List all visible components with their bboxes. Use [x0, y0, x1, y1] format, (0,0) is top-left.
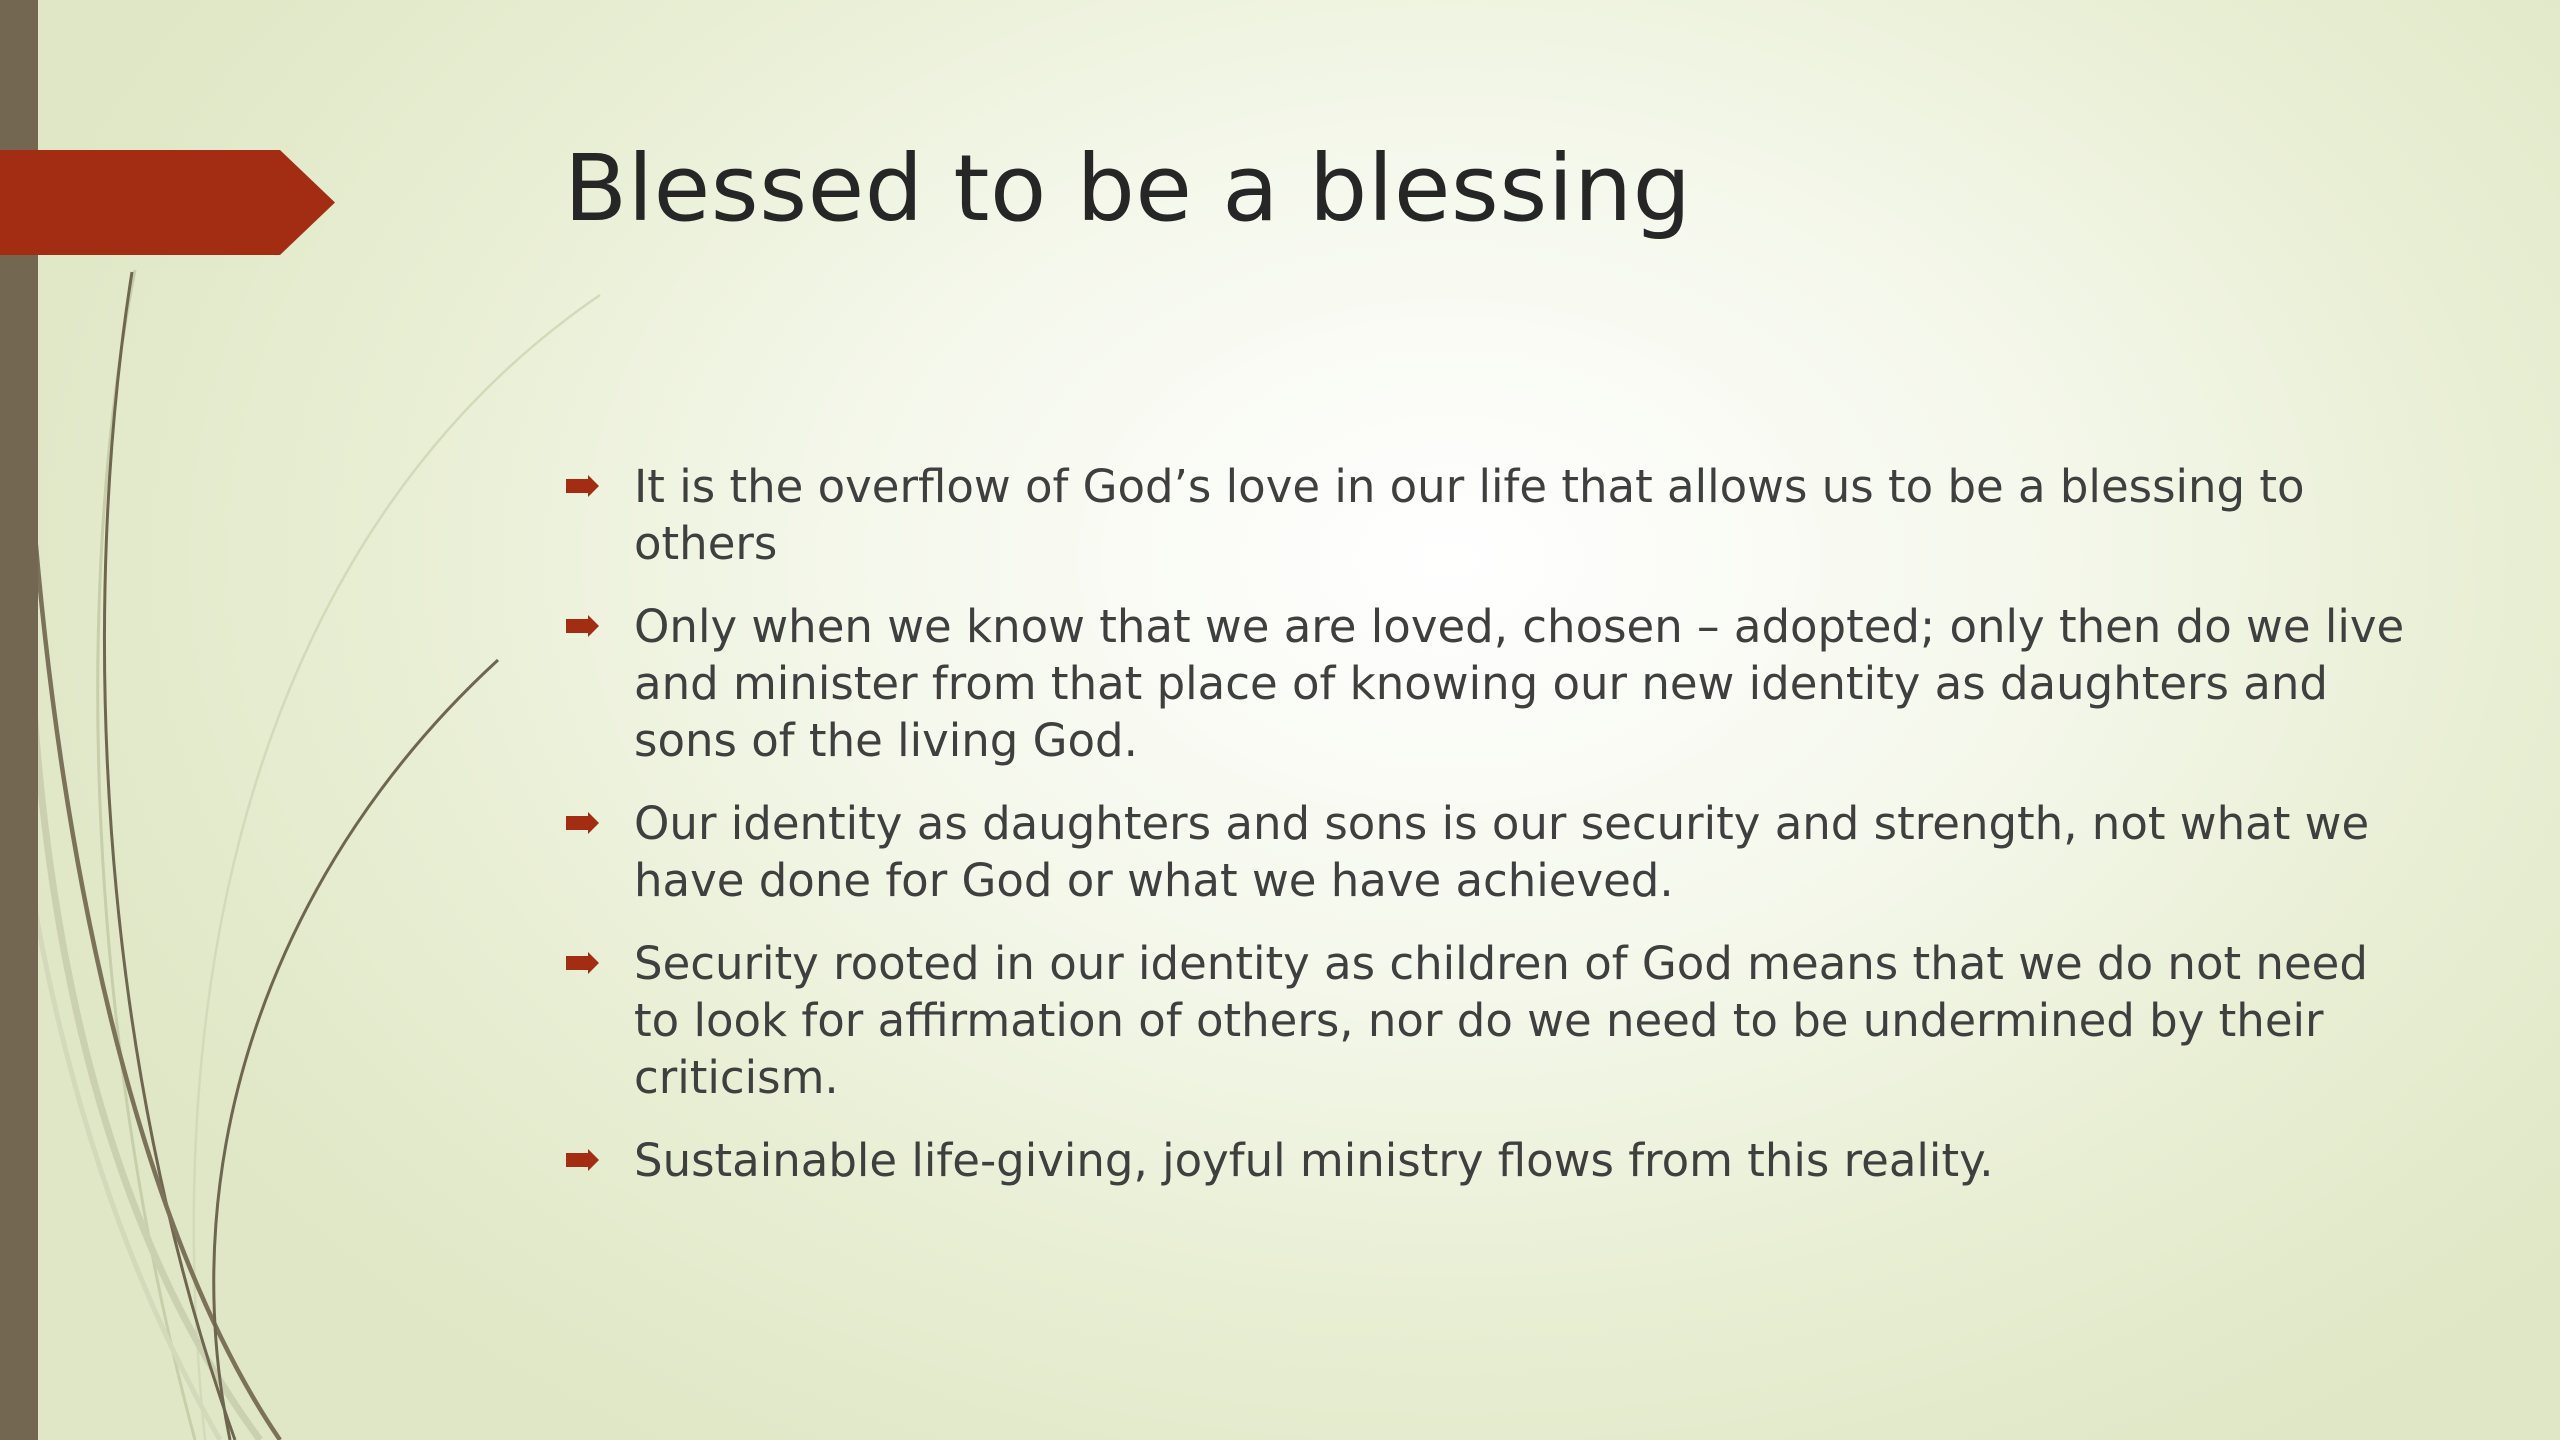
bullet-item	[564, 598, 2414, 769]
arrow-bullet-icon	[564, 812, 600, 834]
arrow-bullet-icon	[564, 1149, 600, 1171]
bullet-item	[564, 935, 2414, 1106]
bullet-item	[564, 795, 2414, 909]
arrow-bullet-icon	[564, 952, 600, 974]
bullet-item	[564, 458, 2414, 572]
bullet-text: It is the overflow of God’s love in our life that allows us to be a blessing to others	[634, 460, 2305, 570]
bullet-list	[564, 458, 2414, 1215]
arrow-bullet-icon	[564, 475, 600, 497]
slide-title: Blessed to be a blessing	[564, 135, 1692, 242]
arrow-bullet-icon	[564, 615, 600, 637]
bullet-text: Only when we know that we are loved, chosen – adopted; only then do we live and minister from that place of knowing our new identity as daughters and sons of the living God.	[634, 600, 2405, 767]
bullet-text: Our identity as daughters and sons is our security and strength, not what we have done for God or what we have achieved.	[634, 797, 2370, 907]
arrow-tab-shape	[0, 150, 335, 255]
bullet-text: Sustainable life-giving, joyful ministry flows from this reality.	[634, 1134, 1994, 1187]
bullet-text: Security rooted in our identity as children of God means that we do not need to look for affirmation of others, nor do we need to be undermined by their criticism.	[634, 937, 2368, 1104]
bullet-item	[564, 1132, 2414, 1189]
